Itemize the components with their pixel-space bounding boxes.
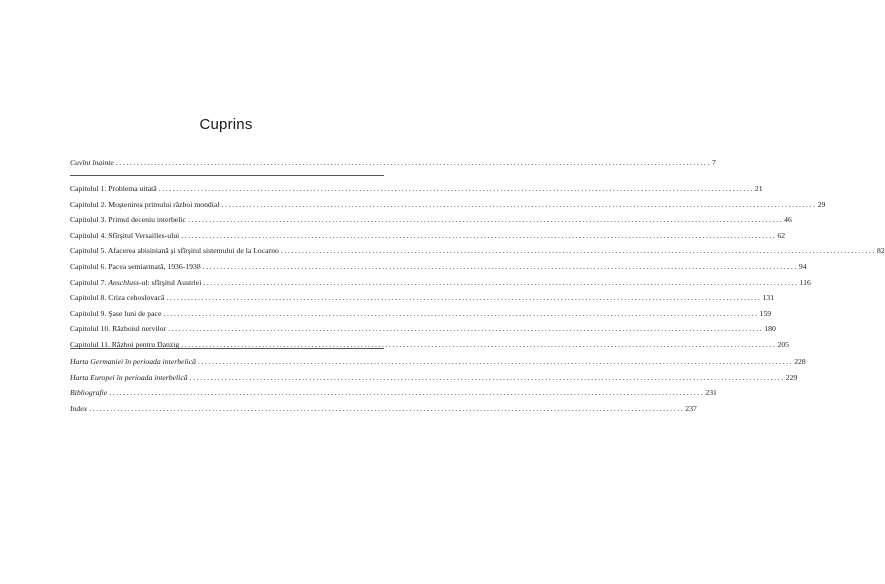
chapter-number: Capitolul 10. [70,324,113,334]
toc-entry-label [70,275,201,291]
toc-entry-map-germany [70,354,806,370]
chapter-title-italic: Anschluss [108,277,139,287]
chapter-number: Capitolul 3. [70,215,109,225]
toc-entry-label: Harta Germaniei în perioada interbelică [70,357,196,366]
dot-leader: ......................................................................................................................................................................... [163,308,759,318]
chapter-title: Moştenirea primului război mondial [108,199,220,209]
chapter-number: Capitolul 2. [70,199,109,209]
toc-entry-page: 159 [759,308,772,318]
toc-entry-page: 237 [685,403,697,413]
chapter-title: Problema uitată [108,184,157,193]
toc-entry-page: 29 [817,199,826,209]
dot-leader: ......................................................................................................................................................................... [109,388,705,398]
chapter-title: -ul: sfîrşitul Austriei [138,277,202,287]
dot-leader: ......................................................................................................................................................................... [187,215,784,225]
dot-leader: ......................................................................................................................................................................... [168,324,764,334]
chapter-title: Pacea semiarmată, 1936-1938 [108,261,201,271]
toc-entry-label [70,243,279,259]
toc-entry-label [70,321,166,337]
dot-leader: ......................................................................................................................................................................... [115,158,711,167]
dot-leader: ......................................................................................................................................................................... [181,230,777,240]
toc-entry-label: Index [70,403,88,413]
toc-entry-chapter-8 [70,290,775,306]
chapter-number: Capitolul 11. [70,339,112,349]
toc-entry-chapter-10 [70,321,776,337]
page-title: Cuprins [199,116,253,133]
toc-entry-page: 228 [794,357,806,366]
chapter-number: Capitolul 5. [70,246,108,256]
toc-entry-chapter-4 [70,228,786,244]
toc-entry-page: 46 [784,215,792,225]
dot-leader: ......................................................................................................................................................................... [280,246,877,256]
toc-entry-page: 231 [705,388,717,398]
toc-entry-chapter-1 [70,181,763,197]
chapter-title: Război pentru Danzig [111,339,180,349]
toc-entry-page: 82 [877,246,885,256]
toc-chapters-section [70,181,885,353]
toc-entry-label [70,290,164,306]
toc-entry-chapter-3 [70,212,792,228]
section-divider [70,348,384,349]
chapter-number: Capitolul 6. [70,261,109,271]
toc-entry-chapter-2 [70,197,826,213]
chapter-title: Şase luni de pace [108,308,162,318]
toc-entry-index [70,401,697,417]
toc-entry-page: 180 [764,324,776,334]
toc-entry-label: Bibliografie [70,388,108,398]
toc-entry-label [70,181,157,197]
toc-entry-chapter-6 [70,259,807,275]
toc-entry-page: 229 [785,372,798,382]
toc-entry-page: 205 [777,339,789,349]
chapter-number: Capitolul 9. [70,308,109,318]
chapter-number: Capitolul 1. [70,184,109,193]
chapter-title: Afacerea abisiniană şi sfîrşitul sistemului de la Locarno [107,246,279,256]
dot-leader: ......................................................................................................................................................................... [166,293,762,303]
toc-entry-page: 131 [762,293,775,303]
dot-leader: ......................................................................................................................................................................... [181,339,777,349]
dot-leader: ......................................................................................................................................................................... [202,261,798,271]
toc-entry-page: 116 [799,277,811,287]
dot-leader: ......................................................................................................................................................................... [89,403,685,413]
toc-entry-page: 21 [754,184,763,193]
chapter-title: Războiul nervilor [112,324,167,334]
chapter-title: Criza cehoslovacă [108,293,165,303]
chapter-number: Capitolul 4. [70,230,109,240]
toc-appendix-section [70,354,806,416]
toc-entry-label [70,228,179,244]
chapter-title: Sfîrşitul Versailles-ului [108,230,180,240]
toc-entry-page: 7 [711,158,716,167]
chapter-number: Capitolul 8. [70,293,109,303]
dot-leader: ......................................................................................................................................................................... [203,277,799,287]
toc-entry-label [70,337,179,353]
toc-entry-chapter-11 [70,337,789,353]
toc-entry-preface [70,155,716,171]
toc-entry-label: Harta Europei în perioada interbelică [70,372,188,382]
toc-entry-map-europe [70,370,798,386]
toc-entry-label [70,212,186,228]
toc-entry-chapter-5 [70,243,885,259]
chapter-number: Capitolul 7. [70,277,109,287]
dot-leader: ......................................................................................................................................................................... [158,184,754,193]
section-divider [70,175,384,176]
toc-entry-chapter-7 [70,275,811,291]
toc-entry-bibliography [70,385,717,401]
dot-leader: ......................................................................................................................................................................... [189,372,785,382]
chapter-title: Primul deceniu interbelic [108,215,186,225]
dot-leader: ......................................................................................................................................................................... [221,199,817,209]
toc-entry-label: Cuvînt înainte [70,158,114,167]
toc-entry-label [70,259,201,275]
toc-preface-section [70,155,716,171]
toc-entry-page: 62 [777,230,786,240]
toc-entry-page: 94 [798,261,807,271]
dot-leader: ......................................................................................................................................................................... [197,357,794,366]
toc-entry-label [70,197,219,213]
toc-entry-chapter-9 [70,306,772,322]
toc-entry-label [70,306,161,322]
